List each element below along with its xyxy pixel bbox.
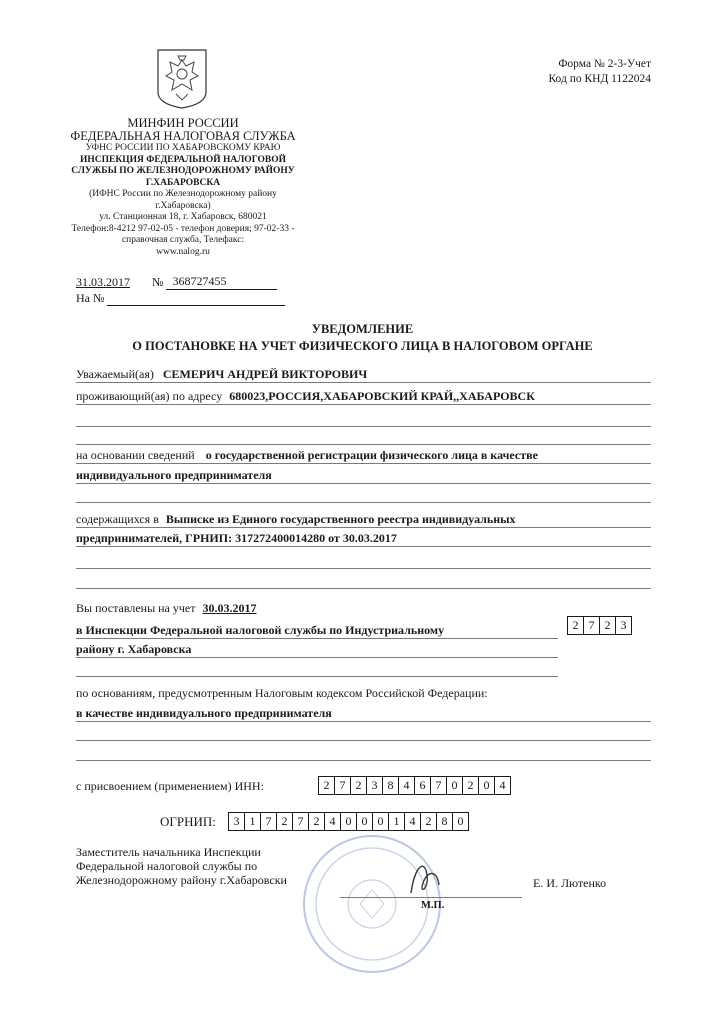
registered-row	[76, 600, 257, 616]
salutation-row	[76, 366, 651, 383]
issuer-phones: Телефон:8-4212 97-02-05 - телефон доверия; 97-02-33 -	[71, 223, 295, 234]
code-cell: 3	[615, 616, 632, 635]
doc-number: 368727455	[166, 274, 277, 290]
issuer-address: ул. Станционная 18, г. Хабаровск, 680021	[99, 212, 267, 222]
document-title	[60, 321, 665, 355]
issuer-inspection-line1: ИНСПЕКЦИЯ ФЕДЕРАЛЬНОЙ НАЛОГОВОЙ	[79, 154, 287, 165]
ogrnip-cell: 7	[260, 812, 277, 831]
grounds-row-blank2	[76, 744, 651, 761]
source-row-blank2	[76, 572, 651, 589]
signatory-title-line3: Железнодорожному району г.Хабаровски	[76, 873, 287, 887]
seal-place-label: М.П.	[421, 900, 445, 911]
code-cell: 2	[567, 616, 584, 635]
signatory-name: Е. И. Лютенко	[533, 876, 607, 890]
ogrnip-cell: 1	[244, 812, 261, 831]
registration-line	[76, 274, 277, 290]
inspection-row-blank	[76, 660, 558, 677]
signatory-title	[76, 845, 336, 887]
registered-label: Вы поставлены на учет	[76, 601, 196, 615]
registered-date: 30.03.2017	[202, 601, 257, 615]
address-row-blank2	[76, 428, 651, 445]
signatory-title-line1: Заместитель начальника Инспекции	[76, 845, 261, 859]
basis-label: на основании сведений	[76, 448, 195, 462]
signatory-title-line2: Федеральной налоговой службы по	[76, 859, 258, 873]
inn-cell: 0	[446, 776, 463, 795]
issuer-short-name-line1: (ИФНС России по Железнодорожному району	[89, 189, 277, 199]
reference-line	[76, 291, 285, 306]
reference-number-field	[107, 293, 285, 306]
ogrnip-cell: 1	[388, 812, 405, 831]
issuer-short-name-line2: г.Хабаровска)	[155, 200, 211, 211]
code-cell: 7	[583, 616, 600, 635]
inn-cell: 2	[462, 776, 479, 795]
doc-number-label: №	[152, 275, 164, 289]
ogrnip-cell: 0	[372, 812, 389, 831]
doc-date: 31.03.2017	[76, 275, 130, 289]
inn-cell: 2	[318, 776, 335, 795]
inn-label: с присвоением (применением) ИНН:	[76, 779, 264, 793]
source-row	[76, 511, 651, 528]
grounds-value: в качестве индивидуального предпринимателя	[76, 706, 332, 720]
source-label: содержащихся в	[76, 512, 159, 526]
ogrnip-cell: 4	[324, 812, 341, 831]
issuer-service: ФЕДЕРАЛЬНАЯ НАЛОГОВАЯ СЛУЖБА	[70, 129, 296, 143]
inn-cell: 3	[366, 776, 383, 795]
code-cell: 2	[599, 616, 616, 635]
source-row-blank1	[76, 552, 651, 569]
grounds-label: по основаниям, предусмотренным Налоговым кодексом Российской Федерации:	[76, 686, 488, 700]
salutation-label: Уважаемый(ая)	[76, 367, 154, 381]
inn-cell: 4	[398, 776, 415, 795]
basis-row	[76, 447, 651, 464]
ogrnip-cell: 3	[228, 812, 245, 831]
ogrnip-cell: 8	[436, 812, 453, 831]
inn-cell: 8	[382, 776, 399, 795]
issuer-ministry: МИНФИН РОССИИ	[127, 116, 239, 130]
person-name: СЕМЕРИЧ АНДРЕЙ ВИКТОРОВИЧ	[162, 367, 368, 381]
ogrnip-cell: 2	[276, 812, 293, 831]
address-row-blank1	[76, 410, 651, 427]
ogrnip-cells	[228, 812, 468, 831]
inn-cell: 2	[350, 776, 367, 795]
grounds-row-blank1	[76, 724, 651, 741]
ogrnip-cell: 4	[404, 812, 421, 831]
form-code-block	[548, 57, 651, 87]
issuer-website: www.nalog.ru	[156, 246, 210, 257]
ogrnip-cell: 2	[420, 812, 437, 831]
basis-value-line1: о государственной регистрации физического лица в качестве	[205, 448, 538, 462]
grounds-row	[76, 705, 651, 722]
inspection-line1: в Инспекции Федеральной налоговой службы по Индустриальному	[76, 623, 445, 637]
ogrnip-cell: 2	[308, 812, 325, 831]
russian-emblem-icon	[156, 48, 208, 110]
signature-line	[340, 897, 522, 898]
inn-cell: 4	[494, 776, 511, 795]
ogrnip-cell: 0	[452, 812, 469, 831]
address-row	[76, 388, 651, 405]
person-address: 680023,РОССИЯ,ХАБАРОВСКИЙ КРАЙ,,ХАБАРОВСК	[229, 389, 535, 403]
issuer-fax: справочная служба, Телефакс:	[121, 235, 245, 245]
issuer-block	[58, 117, 308, 258]
inspection-row	[76, 622, 558, 639]
inspection-code-cells	[567, 616, 631, 635]
basis-row-2	[76, 467, 651, 484]
ogrnip-cell: 7	[292, 812, 309, 831]
inn-cells	[318, 776, 510, 795]
title-line1: УВЕДОМЛЕНИЕ	[311, 322, 414, 336]
reference-label: На №	[76, 291, 105, 305]
source-value-line2: предпринимателей, ГРНИП: 317272400014280 от 30.03.2017	[76, 531, 397, 545]
knd-code: Код по КНД 1122024	[548, 73, 651, 85]
inn-cell: 7	[430, 776, 447, 795]
issuer-department: УФНС РОССИИ ПО ХАБАРОВСКОМУ КРАЮ	[85, 143, 281, 153]
issuer-inspection-line2: СЛУЖБЫ ПО ЖЕЛЕЗНОДОРОЖНОМУ РАЙОНУ	[71, 166, 295, 176]
inspection-line2: району г. Хабаровска	[76, 642, 192, 656]
issuer-inspection-line3: Г.ХАБАРОВСКА	[145, 177, 221, 188]
inn-cell: 6	[414, 776, 431, 795]
inn-cell: 0	[478, 776, 495, 795]
ogrnip-cell: 0	[356, 812, 373, 831]
source-row-2	[76, 530, 651, 547]
title-line2: О ПОСТАНОВКЕ НА УЧЕТ ФИЗИЧЕСКОГО ЛИЦА В НАЛОГОВОМ ОРГАНЕ	[132, 339, 593, 353]
ogrnip-label: ОГРНИП:	[160, 814, 216, 829]
basis-value-line2: индивидуального предпринимателя	[76, 468, 272, 482]
handwritten-signature-icon	[405, 855, 445, 900]
basis-row-blank	[76, 486, 651, 503]
source-value-line1: Выписке из Единого государственного реестра индивидуальных	[165, 512, 516, 526]
ogrnip-cell: 0	[340, 812, 357, 831]
inspection-row-2	[76, 641, 558, 658]
inn-cell: 7	[334, 776, 351, 795]
address-label: проживающий(ая) по адресу	[76, 389, 223, 403]
form-number: Форма № 2-3-Учет	[558, 58, 651, 70]
